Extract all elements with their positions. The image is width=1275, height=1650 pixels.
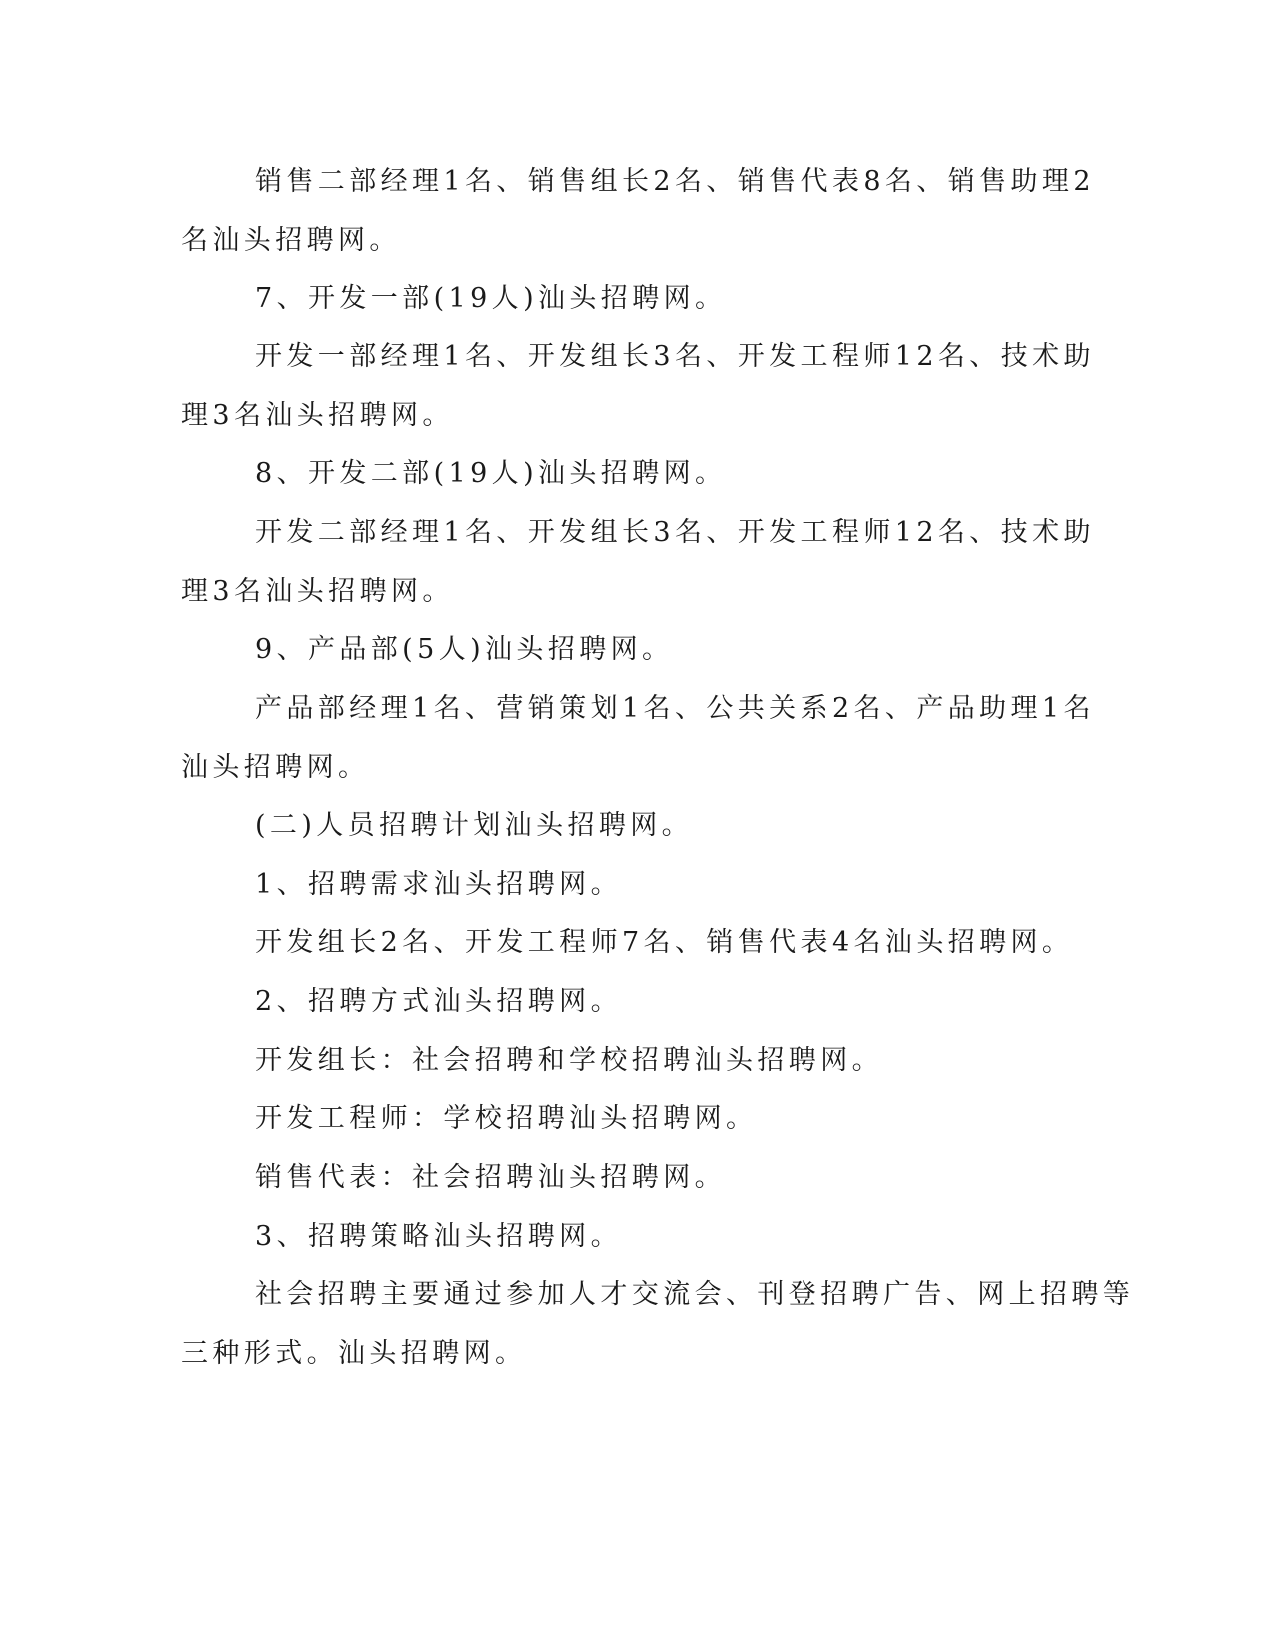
heading-dev-dept-2: 8、开发二部(19人)汕头招聘网。 [255,458,727,489]
paragraph-dev-dept-1-line-2: 理3名汕头招聘网。 [181,400,454,431]
paragraph-method-sales-rep: 销售代表：社会招聘汕头招聘网。 [255,1162,726,1193]
paragraph-method-dev-lead: 开发组长：社会招聘和学校招聘汕头招聘网。 [255,1045,883,1076]
heading-recruitment-methods: 2、招聘方式汕头招聘网。 [255,986,622,1017]
paragraph-recruitment-needs: 开发组长2名、开发工程师7名、销售代表4名汕头招聘网。 [255,927,1074,958]
paragraph-dev-dept-2-line-2: 理3名汕头招聘网。 [181,576,454,607]
heading-recruitment-strategy: 3、招聘策略汕头招聘网。 [255,1221,622,1252]
heading-product-dept: 9、产品部(5人)汕头招聘网。 [255,634,674,665]
heading-recruitment-needs: 1、招聘需求汕头招聘网。 [255,869,622,900]
paragraph-method-dev-engineer: 开发工程师：学校招聘汕头招聘网。 [255,1103,758,1134]
paragraph-strategy-line-2: 三种形式。汕头招聘网。 [181,1338,527,1369]
paragraph-strategy-line-1: 社会招聘主要通过参加人才交流会、刊登招聘广告、网上招聘等 [255,1279,1135,1310]
paragraph-dev-dept-2-line-1: 开发二部经理1名、开发组长3名、开发工程师12名、技术助 [255,517,1095,548]
paragraph-product-dept-line-2: 汕头招聘网。 [181,752,370,783]
paragraph-product-dept-line-1: 产品部经理1名、营销策划1名、公共关系2名、产品助理1名 [255,693,1095,724]
heading-recruitment-plan: (二)人员招聘计划汕头招聘网。 [255,810,694,841]
heading-dev-dept-1: 7、开发一部(19人)汕头招聘网。 [255,283,727,314]
paragraph-sales-dept-2-line-2: 名汕头招聘网。 [181,225,401,256]
paragraph-dev-dept-1-line-1: 开发一部经理1名、开发组长3名、开发工程师12名、技术助 [255,341,1095,372]
paragraph-sales-dept-2-line-1: 销售二部经理1名、销售组长2名、销售代表8名、销售助理2 [255,166,1095,197]
